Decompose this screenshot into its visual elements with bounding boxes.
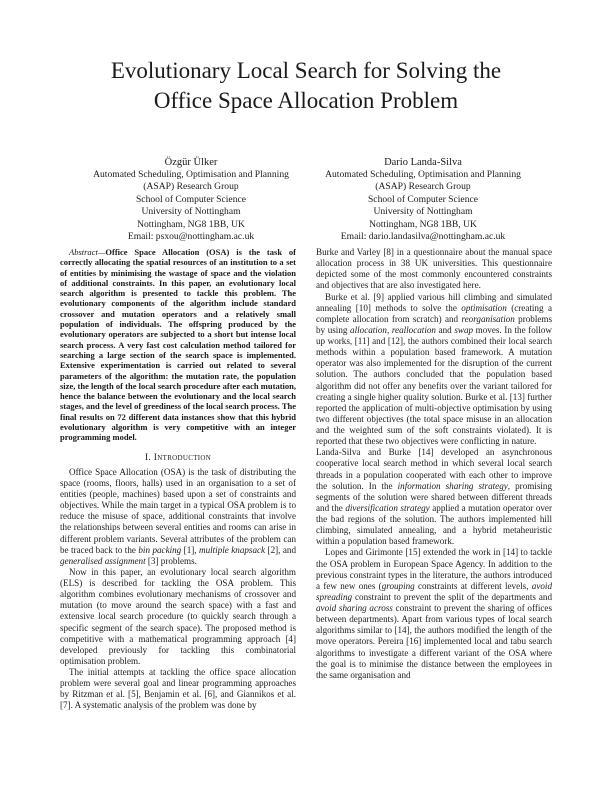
author-affiliation-line: Nottingham, NG8 1BB, UK [369, 218, 477, 230]
abstract-dash: — [97, 247, 106, 257]
text-run: , [386, 324, 392, 335]
text-run: Office Space Allocation (OSA) is the task of distributing the space (rooms, floors, halls) used in an organisation to a set of entities (people, machines) based upon a set of constraints and objectives. While the main target in a typical OSA problem is to reduce the misuse of space, additional constraints that involve the relationships between several entities and rooms can arise in different problem variants. Several attributes of the problem can be traced back to the [60, 466, 296, 555]
section-number: I. [144, 451, 152, 463]
emphasis-text: bin packing [138, 544, 182, 555]
emphasis-text: generalised assignment [60, 555, 146, 566]
text-run: moves. In the follow up works, [11] and [12], the authors combined their local search methods within a population based framework. A mutation operator was also implemented for the disruption of the current solution. The authors concluded that the population based algorithm did not offer any benefits over the variant tailored for creating a single higher quality solution. Burke et al. [13] further reported the application of multi-objective optimisation by using two different objectives (the total space misuse in an allocation and the weighted sum of the soft constraints violated). It is reported that these two objectives were conflicting in nature. [316, 324, 552, 447]
author-affiliation-line: Nottingham, NG8 1BB, UK [137, 218, 245, 230]
body-paragraph-continued: Burke and Varley [8] in a questionnaire about the manual space allocation process in 38 UK universities. This questionnaire depicted some of the most commonly encountered constraints and objectives that are also investigated here. [316, 247, 552, 291]
author-affiliation-line: School of Computer Science [135, 193, 247, 205]
author-name: Dario Landa-Silva [384, 157, 462, 168]
abstract-body: Office Space Allocation (OSA) is the task of correctly allocating the spatial resources of an institution to a set of entities by minimising the wastage of space and the violation of additional constraints. In this paper, an evolutionary local search algorithm is presented to tackle this problem. The evolutionary components of the algorithm include standard crossover and mutation operators and a relatively small population of individuals. The offspring produced by the evolutionary operators are subjected to a short but intense local search process. A very fast cost calculation method tailored for searching a large section of the search space is implemented. Extensive experimentation is carried out related to several parameters of the algorithm: the mutation rate, the population size, the length of the local search procedure after each mutation, hence the balance between the evolutionary and the local search stages, and the level of greediness of the local search process. The final results on 72 different data instances show that this hybrid evolutionary algorithm is very competitive with an integer programming model. [60, 247, 296, 443]
emphasis-text: information sharing strategy [397, 480, 508, 491]
text-run: Landa-Silva and Burke [14] developed an asynchronous cooperative local search method in which several local search threads in a population cooperated with each other to improve the solution. In the [316, 447, 552, 491]
emphasis-text: optimisation [461, 302, 507, 313]
author-email: Email: dario.landasilva@nottingham.ac.uk [340, 231, 506, 243]
emphasis-text: avoid sharing across [316, 603, 393, 613]
emphasis-text: avoid spreading [316, 580, 552, 602]
paper-title [40, 56, 572, 116]
emphasis-text: reorganisation [461, 313, 515, 324]
abstract-lead: Abstract [69, 247, 98, 257]
abstract [60, 247, 296, 443]
paper-title-line-1: Evolutionary Local Search for Solving the [110, 58, 502, 83]
intro-paragraph-2: Now in this paper, an evolutionary local search algorithm (ELS) is described for tackling the OSA problem. This algorithm combines evolutionary mechanisms of crossover and mutation (to move around the search space) with a fast and extensive local search procedure (to quickly search through a specific segment of the search space). The proposed method is competitive with a mathematical programming approach [4] developed previously for tackling this combinatorial optimisation problem. [60, 566, 296, 666]
text-run: (creating a complete allocation from scratch) and [316, 302, 552, 324]
text-run: problems by using [316, 313, 553, 335]
author-affiliation-line: University of Nottingham [373, 206, 473, 218]
intro-paragraph-1 [60, 467, 296, 567]
left-column [60, 247, 296, 712]
author-affiliation-line: School of Computer Science [367, 193, 479, 205]
emphasis-text: allocation [350, 324, 387, 335]
text-run: Burke et al. [9] applied various hill climbing and simulated annealing [10] methods to solve the [316, 291, 552, 313]
text-run: , promising segments of the solution were shared between different threads and the [316, 480, 552, 513]
text-run: constraint to prevent the sharing of offices between departments). Apart from various types of local search algorithms similar to [14], the authors modified the length of the move operators. Pereira [16] implemented local and tabu search algorithms to investigate a different variant of the OSA where the goal is to minimise the distance between the employees in the same organisation and [316, 603, 553, 680]
text-run: [2], and [265, 544, 296, 555]
right-column [316, 247, 552, 681]
text-run: constraint to prevent the split of the departments and [352, 591, 552, 602]
author-affiliation-line: (ASAP) Research Group [143, 181, 239, 193]
section-title: Introduction [153, 451, 212, 463]
emphasis-text: grouping [381, 580, 415, 591]
section-heading-introduction [60, 452, 296, 463]
body-paragraph-burke [316, 292, 552, 448]
intro-paragraph-3: The initial attempts at tackling the office space allocation problem were several goal and linear programming approaches by Ritzman et al. [5], Benjamin et al. [6], and Giannikos et al. [7]. A systematic analysis of the problem was done by [60, 667, 296, 711]
body-paragraph-landa-silva [316, 447, 552, 547]
author-block-2 [298, 156, 548, 243]
emphasis-text: multiple knapsack [199, 544, 266, 555]
author-affiliation-line: University of Nottingham [141, 206, 241, 218]
author-affiliation-line: Automated Scheduling, Optimisation and Planning [93, 169, 289, 180]
author-affiliation-line: Automated Scheduling, Optimisation and Planning [325, 169, 521, 180]
emphasis-text: diversification strategy [345, 502, 430, 513]
text-run: [3] problems. [145, 555, 197, 566]
text-run: constraints at different levels, [414, 580, 532, 591]
text-run: applied a mutation operator over the bad regions of the solution. The authors implemented hill climbing, simulated annealing, and a hybrid metaheuristic within a population based framework. [316, 502, 552, 547]
author-affiliation-line: (ASAP) Research Group [375, 181, 471, 193]
text-run: and [435, 324, 455, 335]
author-name: Özgür Ülker [164, 157, 218, 168]
text-run: [1], [181, 544, 199, 555]
body-paragraph-lopes [316, 547, 552, 681]
paper-title-line-2: Office Space Allocation Problem [153, 88, 459, 113]
emphasis-text: reallocation [391, 324, 436, 335]
author-email: Email: psxou@nottingham.ac.uk [127, 231, 255, 243]
author-block-1 [66, 156, 316, 243]
emphasis-text: swap [454, 324, 474, 335]
text-run: Lopes and Girimonte [15] extended the work in [14] to tackle the OSA problem in European Space Agency. In addition to the previous constraint types in the literature, the authors introduced a few new ones ( [316, 547, 552, 591]
